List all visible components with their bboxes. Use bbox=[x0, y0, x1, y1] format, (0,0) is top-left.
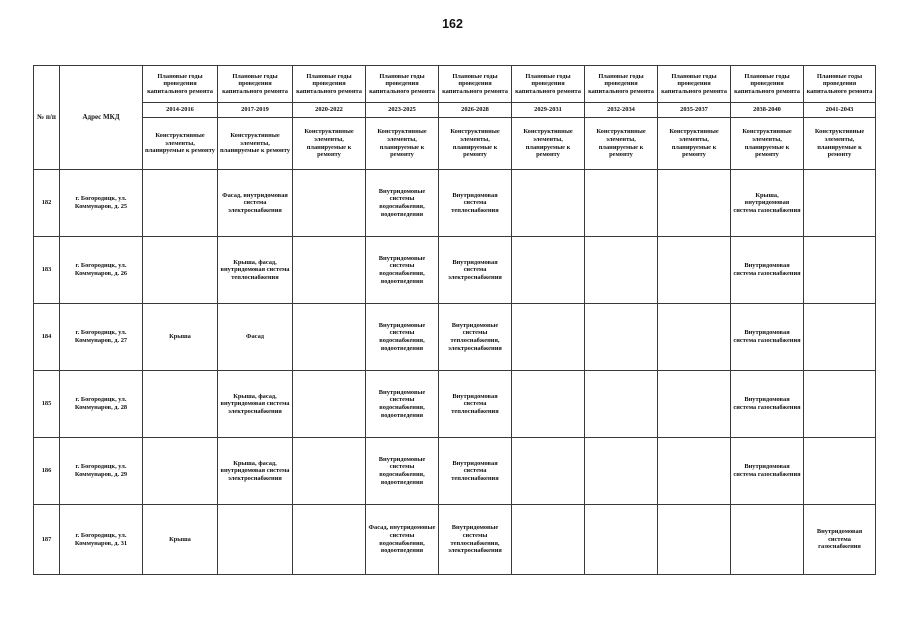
planned-works-cell: Внутридомовые системы водоснабжения, водоотведения bbox=[366, 170, 439, 237]
planned-works-cell bbox=[512, 438, 585, 505]
planned-works-cell: Крыша bbox=[143, 304, 218, 371]
planned-works-cell bbox=[293, 371, 366, 438]
planned-works-cell bbox=[143, 371, 218, 438]
planned-works-cell bbox=[658, 371, 731, 438]
period-years: 2023-2025 bbox=[366, 103, 439, 118]
planned-works-cell bbox=[804, 237, 876, 304]
planned-works-cell bbox=[512, 170, 585, 237]
planned-works-cell: Фасад bbox=[218, 304, 293, 371]
planned-works-cell bbox=[658, 304, 731, 371]
period-caption: Плановые годы проведения капитального ремонта bbox=[143, 66, 218, 103]
period-years: 2038-2040 bbox=[731, 103, 804, 118]
planned-works-cell bbox=[731, 505, 804, 575]
planned-works-cell bbox=[143, 438, 218, 505]
planned-works-cell: Фасад, внутридомовые системы водоснабжения, водоотведения bbox=[366, 505, 439, 575]
period-years: 2029-2031 bbox=[512, 103, 585, 118]
header-row-elements bbox=[34, 118, 876, 170]
period-years: 2026-2028 bbox=[439, 103, 512, 118]
period-years: 2035-2037 bbox=[658, 103, 731, 118]
period-caption: Плановые годы проведения капитального ремонта bbox=[512, 66, 585, 103]
period-caption: Плановые годы проведения капитального ремонта bbox=[658, 66, 731, 103]
period-caption: Плановые годы проведения капитального ремонта bbox=[366, 66, 439, 103]
elements-caption: Конструктивные элементы, планируемые к ремонту bbox=[366, 118, 439, 170]
planned-works-cell: Крыша, фасад, внутридомовая система электроснабжения bbox=[218, 438, 293, 505]
table-row bbox=[34, 438, 876, 505]
planned-works-cell bbox=[512, 371, 585, 438]
period-years: 2014-2016 bbox=[143, 103, 218, 118]
period-caption: Плановые годы проведения капитального ремонта bbox=[731, 66, 804, 103]
period-caption: Плановые годы проведения капитального ремонта bbox=[293, 66, 366, 103]
row-number: 184 bbox=[34, 304, 60, 371]
planned-works-cell bbox=[512, 237, 585, 304]
planned-works-cell bbox=[658, 237, 731, 304]
elements-caption: Конструктивные элементы, планируемые к ремонту bbox=[658, 118, 731, 170]
planned-works-cell bbox=[293, 505, 366, 575]
elements-caption: Конструктивные элементы, планируемые к ремонту bbox=[293, 118, 366, 170]
planned-works-cell: Крыша, фасад, внутридомовая система электроснабжения bbox=[218, 371, 293, 438]
planned-works-cell: Внутридомовая система газоснабжения bbox=[731, 438, 804, 505]
planned-works-cell bbox=[804, 304, 876, 371]
planned-works-cell: Крыша bbox=[143, 505, 218, 575]
planned-works-cell bbox=[293, 304, 366, 371]
row-address: г. Богородицк, ул. Коммунаров, д. 31 bbox=[60, 505, 143, 575]
planned-works-cell: Внутридомовая система теплоснабжения bbox=[439, 438, 512, 505]
period-years: 2041-2043 bbox=[804, 103, 876, 118]
planned-works-cell: Внутридомовые системы теплоснабжения, электроснабжения bbox=[439, 304, 512, 371]
planned-works-cell bbox=[585, 371, 658, 438]
planned-works-cell: Внутридомовая система газоснабжения bbox=[731, 371, 804, 438]
row-number: 186 bbox=[34, 438, 60, 505]
elements-caption: Конструктивные элементы, планируемые к ремонту bbox=[143, 118, 218, 170]
header-row-captions bbox=[34, 66, 876, 103]
row-address: г. Богородицк, ул. Коммунаров, д. 25 bbox=[60, 170, 143, 237]
elements-caption: Конструктивные элементы, планируемые к ремонту bbox=[439, 118, 512, 170]
planned-works-cell: Крыша, внутридомовая система газоснабжения bbox=[731, 170, 804, 237]
table-row bbox=[34, 304, 876, 371]
planned-works-cell: Крыша, фасад, внутридомовая система теплоснабжения bbox=[218, 237, 293, 304]
header-row-periods bbox=[34, 103, 876, 118]
planned-works-cell: Внутридомовые системы теплоснабжения, электроснабжения bbox=[439, 505, 512, 575]
planned-works-cell: Фасад, внутридомовая система электроснабжения bbox=[218, 170, 293, 237]
planned-works-cell bbox=[804, 170, 876, 237]
planned-works-cell bbox=[585, 505, 658, 575]
planned-works-cell bbox=[143, 170, 218, 237]
repair-schedule-table bbox=[33, 65, 876, 575]
elements-caption: Конструктивные элементы, планируемые к ремонту bbox=[512, 118, 585, 170]
planned-works-cell: Внутридомовая система газоснабжения bbox=[804, 505, 876, 575]
planned-works-cell bbox=[218, 505, 293, 575]
table-row bbox=[34, 170, 876, 237]
row-address: г. Богородицк, ул. Коммунаров, д. 28 bbox=[60, 371, 143, 438]
elements-caption: Конструктивные элементы, планируемые к ремонту bbox=[731, 118, 804, 170]
elements-caption: Конструктивные элементы, планируемые к ремонту bbox=[804, 118, 876, 170]
row-number: 183 bbox=[34, 237, 60, 304]
period-caption: Плановые годы проведения капитального ремонта bbox=[585, 66, 658, 103]
planned-works-cell: Внутридомовые системы водоснабжения, водоотведения bbox=[366, 438, 439, 505]
planned-works-cell: Внутридомовые системы водоснабжения, водоотведения bbox=[366, 304, 439, 371]
table-row bbox=[34, 237, 876, 304]
table-row bbox=[34, 371, 876, 438]
planned-works-cell: Внутридомовые системы водоснабжения, водоотведения bbox=[366, 371, 439, 438]
planned-works-cell bbox=[658, 170, 731, 237]
period-caption: Плановые годы проведения капитального ремонта bbox=[439, 66, 512, 103]
elements-caption: Конструктивные элементы, планируемые к ремонту bbox=[585, 118, 658, 170]
planned-works-cell bbox=[585, 170, 658, 237]
planned-works-cell bbox=[658, 505, 731, 575]
planned-works-cell bbox=[658, 438, 731, 505]
column-header-number: № п/п bbox=[34, 66, 60, 170]
period-years: 2017-2019 bbox=[218, 103, 293, 118]
planned-works-cell: Внутридомовая система теплоснабжения bbox=[439, 170, 512, 237]
planned-works-cell bbox=[512, 304, 585, 371]
planned-works-cell bbox=[143, 237, 218, 304]
planned-works-cell bbox=[293, 170, 366, 237]
row-address: г. Богородицк, ул. Коммунаров, д. 26 bbox=[60, 237, 143, 304]
column-header-address: Адрес МКД bbox=[60, 66, 143, 170]
page-number: 162 bbox=[442, 17, 463, 31]
row-number: 187 bbox=[34, 505, 60, 575]
planned-works-cell: Внутридомовая система газоснабжения bbox=[731, 237, 804, 304]
planned-works-cell bbox=[293, 438, 366, 505]
row-number: 185 bbox=[34, 371, 60, 438]
period-caption: Плановые годы проведения капитального ремонта bbox=[804, 66, 876, 103]
planned-works-cell bbox=[804, 438, 876, 505]
planned-works-cell bbox=[804, 371, 876, 438]
table-row bbox=[34, 505, 876, 575]
planned-works-cell bbox=[585, 304, 658, 371]
period-years: 2020-2022 bbox=[293, 103, 366, 118]
planned-works-cell: Внутридомовая система газоснабжения bbox=[731, 304, 804, 371]
planned-works-cell: Внутридомовая система электроснабжения bbox=[439, 237, 512, 304]
elements-caption: Конструктивные элементы, планируемые к ремонту bbox=[218, 118, 293, 170]
row-number: 182 bbox=[34, 170, 60, 237]
planned-works-cell: Внутридомовая система теплоснабжения bbox=[439, 371, 512, 438]
planned-works-cell bbox=[585, 237, 658, 304]
planned-works-cell: Внутридомовые системы водоснабжения, водоотведения bbox=[366, 237, 439, 304]
row-address: г. Богородицк, ул. Коммунаров, д. 27 bbox=[60, 304, 143, 371]
planned-works-cell bbox=[293, 237, 366, 304]
table-body bbox=[34, 170, 876, 575]
planned-works-cell bbox=[585, 438, 658, 505]
period-caption: Плановые годы проведения капитального ремонта bbox=[218, 66, 293, 103]
row-address: г. Богородицк, ул. Коммунаров, д. 29 bbox=[60, 438, 143, 505]
period-years: 2032-2034 bbox=[585, 103, 658, 118]
planned-works-cell bbox=[512, 505, 585, 575]
